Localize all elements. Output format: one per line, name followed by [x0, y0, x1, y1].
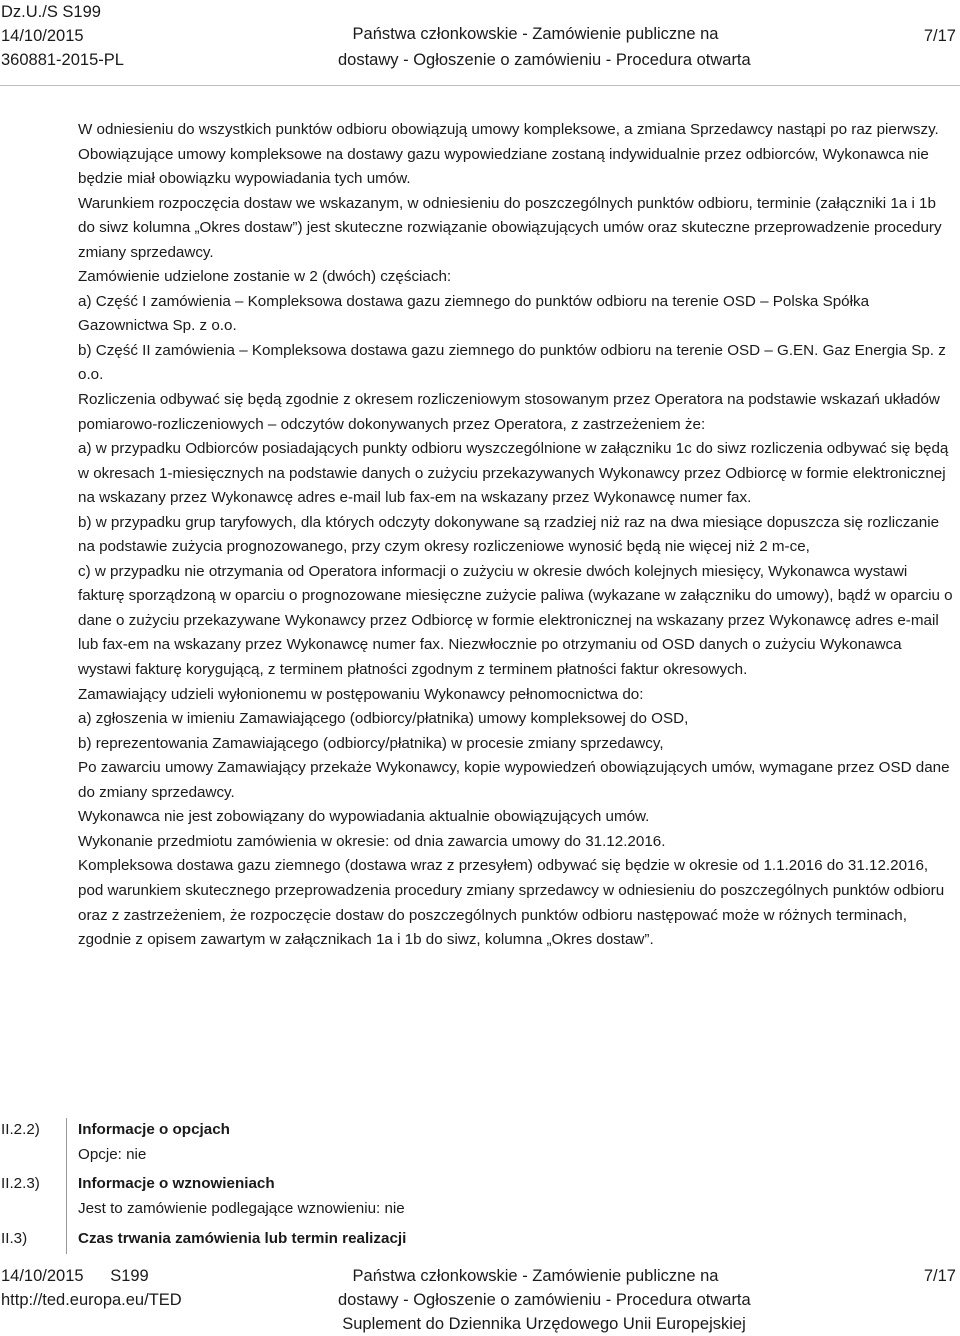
section-heading: Informacje o opcjach [78, 1121, 230, 1138]
paragraph: Rozliczenia odbywać się będą zgodnie z okresem rozliczeniowym stosowanym przez Operatora na podstawie wskazań układów pomiarowo-rozliczeniowych – odczytów dokonywanych przez Operatora, z zastrzeżeniem że: [78, 391, 940, 433]
footer-left [1, 1264, 182, 1312]
section-heading: Czas trwania zamówienia lub termin realizacji [78, 1230, 407, 1247]
paragraph: Warunkiem rozpoczęcia dostaw we wskazanym, w odniesieniu do poszczególnych punktów odbioru, terminie (załączniki 1a i 1b do siwz kolumna „Okres dostaw”) jest skuteczne rozwiązanie obowiązujących umów oraz skuteczne przeprowadzenie procedury zmiany sprzedawcy. [78, 194, 942, 261]
paragraph: Zamawiający udzieli wyłonionemu w postępowaniu Wykonawcy pełnomocnictwa do: [78, 685, 644, 703]
paragraph: b) reprezentowania Zamawiającego (odbiorcy/płatnika) w procesie zmiany sprzedawcy, [78, 734, 664, 752]
header-title-line2: dostawy - Ogłoszenie o zamówieniu - Procedura otwarta [338, 51, 751, 69]
header-title-line1: Państwa członkowskie - Zamówienie publiczne na [352, 25, 719, 43]
footer-title-line1: Państwa członkowskie - Zamówienie publiczne na [352, 1267, 719, 1285]
footer-title [338, 1264, 750, 1336]
paragraph: Po zawarciu umowy Zamawiający przekaże Wykonawcy, kopie wypowiedzeń obowiązujących umów, wymagane przez OSD dane do zmiany sprzedawcy. [78, 759, 950, 801]
section-number: II.2.3) [1, 1175, 40, 1192]
header-date: 14/10/2015 [1, 27, 84, 45]
section-text: Jest to zamówienie podlegające wznowieniu: nie [78, 1199, 405, 1217]
paragraph: W odniesieniu do wszystkich punktów odbioru obowiązują umowy kompleksowe, a zmiana Sprzedawcy nastąpi po raz pierwszy. [78, 121, 939, 138]
paragraph: Zamówienie udzielone zostanie w 2 (dwóch) częściach: [78, 268, 452, 286]
paragraph: a) zgłoszenia w imieniu Zamawiającego (odbiorcy/płatnika) umowy kompleksowej do OSD, [78, 710, 689, 728]
footer-page-number: 7/17 [923, 1267, 956, 1285]
footer-date: 14/10/2015 [1, 1267, 84, 1285]
document-body [78, 118, 956, 953]
section-renewals [78, 1172, 956, 1221]
header-divider [0, 85, 960, 86]
paragraph: Kompleksowa dostawa gazu ziemnego (dostawa wraz z przesyłem) odbywać się będzie w okresie od 1.1.2016 do 31.12.2016, pod warunkiem skutecznego przeprowadzenia procedury zmiany sprzedawcy w odniesieniu do poszczególnych punktów odbioru oraz z zastrzeżeniem, że rozpoczęcie dostaw do poszczególnych punktów odbioru następować może w różnych terminach, zgodnie z opisem zawartym w załącznikach 1a i 1b do siwz, kolumna „Okres dostaw”. [78, 857, 945, 949]
section-duration [78, 1227, 956, 1252]
footer-title-line2: dostawy - Ogłoszenie o zamówieniu - Procedura otwarta [338, 1291, 751, 1309]
section-text: Opcje: nie [78, 1145, 147, 1163]
footer-title-line3: Suplement do Dziennika Urzędowego Unii Europejskiej [342, 1315, 746, 1333]
header-left [1, 0, 124, 72]
section-heading: Informacje o wznowieniach [78, 1175, 275, 1192]
paragraph: Obowiązujące umowy kompleksowe na dostawy gazu wypowiedziane zostaną indywidualnie przez odbiorców, Wykonawca nie będzie miał obowiązku wypowiadania tych umów. [78, 145, 929, 188]
section-rule [66, 1118, 67, 1254]
document-id: 360881-2015-PL [1, 51, 124, 69]
footer-series: S199 [110, 1267, 149, 1285]
section-number: II.3) [1, 1230, 28, 1247]
section-options [78, 1118, 956, 1167]
paragraph: Wykonawca nie jest zobowiązany do wypowiadania aktualnie obowiązujących umów. [78, 808, 650, 826]
journal-ref: Dz.U./S S199 [1, 3, 101, 21]
paragraph: a) w przypadku Odbiorców posiadających punkty odbioru wyszczególnione w załączniku 1c do siwz rozliczenia odbywać się będą w okresach 1-miesięcznych na podstawie danych o zużyciu przekazywanych Wykonawcy przez Odbiorcę w formie elektronicznej na wskazany przez Wykonawcę adres e-mail lub fax-em na wskazany przez Wykonawcę numer fax. [78, 440, 949, 507]
header-page-number: 7/17 [923, 27, 956, 45]
paragraph: b) w przypadku grup taryfowych, dla których odczyty dokonywane są rzadziej niż raz na dwa miesiące dopuszcza się rozliczanie na podstawie zużycia prognozowanego, przy czym okresy rozliczeniowe wynosić będą nie więcej niż 2 m-ce, [78, 513, 940, 556]
paragraph: b) Część II zamówienia – Kompleksowa dostawa gazu ziemnego do punktów odbioru na terenie OSD – G.EN. Gaz Energia Sp. z o.o. [78, 341, 946, 384]
footer-url[interactable]: http://ted.europa.eu/TED [1, 1291, 182, 1309]
section-number: II.2.2) [1, 1121, 40, 1138]
paragraph: c) w przypadku nie otrzymania od Operatora informacji o zużyciu w okresie dwóch kolejnych miesięcy, Wykonawca wystawi fakturę sporządzoną w oparciu o prognozowane miesięczne zużycie paliwa (wykazane w załączniku do umowy), bądź w oparciu o dane o zużyciu przekazywane Wykonawcy przez Odbiorcę w formie elektronicznej na wskazany przez Wykonawcę adres e-mail lub fax-em na wskazany przez Wykonawcę numer fax. Niezwłocznie po otrzymaniu od OSD danych o zużyciu Wykonawca wystawi fakturę korygującą, z terminem płatności zgodnym z terminem płatności faktur okresowych. [78, 562, 953, 679]
paragraph: Wykonanie przedmiotu zamówienia w okresie: od dnia zawarcia umowy do 31.12.2016. [78, 832, 666, 850]
paragraph: a) Część I zamówienia – Kompleksowa dostawa gazu ziemnego do punktów odbioru na terenie OSD – Polska Spółka Gazownictwa Sp. z o.o. [78, 292, 870, 335]
